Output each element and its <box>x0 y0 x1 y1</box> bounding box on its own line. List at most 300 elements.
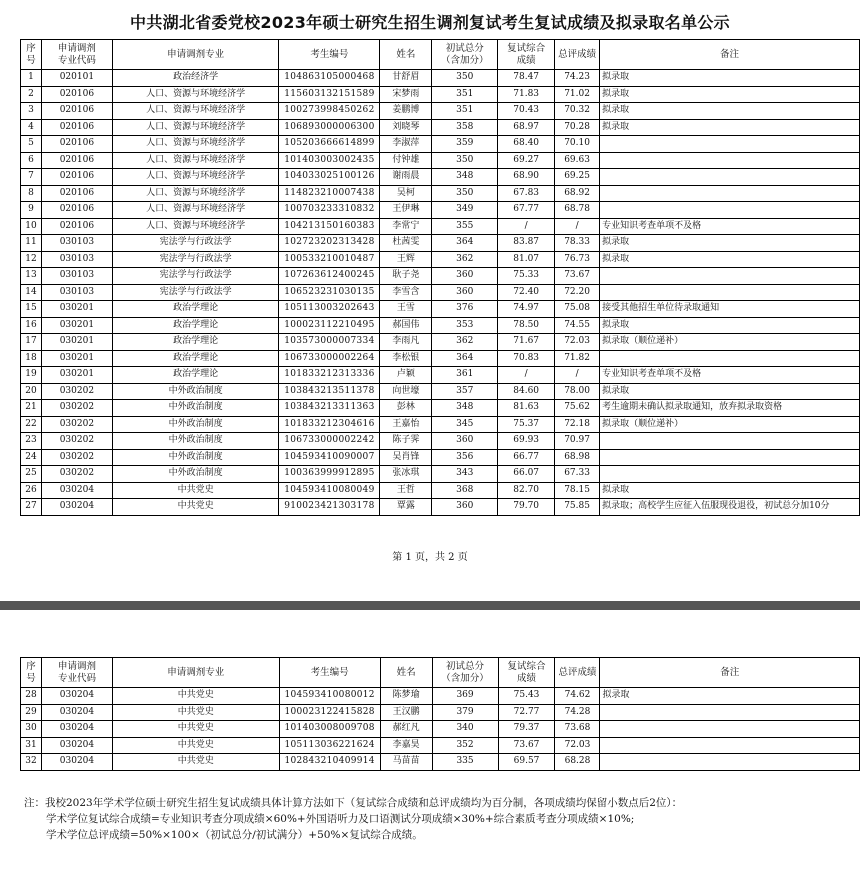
cell-seq: 22 <box>21 416 42 433</box>
cell-major: 政治学理论 <box>112 301 279 318</box>
cell-initial: 362 <box>432 334 498 351</box>
cell-remark: 拟录取 <box>600 103 860 120</box>
table-header-row <box>21 40 860 70</box>
table-row <box>21 218 860 235</box>
cell-code: 020106 <box>41 119 112 136</box>
cell-name: 李淑萍 <box>380 136 432 153</box>
table-row <box>21 152 860 169</box>
cell-remark: 专业知识考查单项不及格 <box>600 367 860 384</box>
cell-retest: 79.37 <box>498 721 555 738</box>
cell-retest: 66.07 <box>498 466 555 483</box>
cell-initial: 348 <box>432 400 498 417</box>
cell-retest: 82.70 <box>498 482 555 499</box>
cell-exam-no: 910023421303178 <box>279 499 380 516</box>
cell-total: / <box>555 367 600 384</box>
cell-code: 030204 <box>41 688 112 705</box>
cell-name: 陈子霁 <box>380 433 432 450</box>
page-divider <box>0 601 860 610</box>
cell-retest: 84.60 <box>498 383 555 400</box>
cell-major: 中共党史 <box>112 721 279 738</box>
cell-initial: 340 <box>432 721 498 738</box>
cell-exam-no: 106733000002264 <box>279 350 380 367</box>
cell-code: 020106 <box>41 152 112 169</box>
cell-seq: 11 <box>21 235 42 252</box>
cell-exam-no: 105203666614899 <box>279 136 380 153</box>
note-line: 学术学位复试综合成绩=专业知识考查分项成绩×60%+外国语听力及口语测试分项成绩×30%+综合素质考查分项成绩×10%; <box>46 813 635 825</box>
cell-name: 郝红凡 <box>380 721 432 738</box>
cell-exam-no: 101833212313336 <box>279 367 380 384</box>
cell-remark <box>600 202 860 219</box>
cell-major: 人口、资源与环境经济学 <box>112 119 279 136</box>
cell-code: 030204 <box>41 499 112 516</box>
table-row <box>21 737 860 754</box>
cell-total: / <box>555 218 600 235</box>
cell-name: 耿子尧 <box>380 268 432 285</box>
cell-initial: 368 <box>432 482 498 499</box>
cell-initial: 357 <box>432 383 498 400</box>
cell-initial: 350 <box>432 70 498 87</box>
cell-remark <box>600 350 860 367</box>
table-row <box>21 499 860 516</box>
cell-initial: 350 <box>432 185 498 202</box>
cell-seq: 20 <box>21 383 42 400</box>
cell-code: 030204 <box>41 754 112 771</box>
cell-remark: 拟录取 <box>600 251 860 268</box>
cell-remark: 拟录取 <box>600 86 860 103</box>
table-row <box>21 284 860 301</box>
cell-retest: 81.07 <box>498 251 555 268</box>
cell-seq: 28 <box>21 688 42 705</box>
cell-total: 68.98 <box>555 449 600 466</box>
table-row <box>21 268 860 285</box>
cell-remark <box>600 185 860 202</box>
cell-name: 覃露 <box>380 499 432 516</box>
cell-seq: 12 <box>21 251 42 268</box>
cell-remark <box>600 466 860 483</box>
cell-seq: 30 <box>21 721 42 738</box>
cell-initial: 356 <box>432 449 498 466</box>
header-code: 申请调剂 专业代码 <box>41 658 112 688</box>
cell-name: 王嘉怡 <box>380 416 432 433</box>
cell-exam-no: 106893000006300 <box>279 119 380 136</box>
cell-retest: 70.43 <box>498 103 555 120</box>
cell-name: 向世壕 <box>380 383 432 400</box>
cell-exam-no: 105113036221624 <box>279 737 380 754</box>
cell-remark <box>600 136 860 153</box>
header-initial: 初试总分 （含加分） <box>432 40 498 70</box>
cell-exam-no: 100703233310832 <box>279 202 380 219</box>
cell-seq: 17 <box>21 334 42 351</box>
cell-code: 020106 <box>41 202 112 219</box>
cell-name: 甘舒眉 <box>380 70 432 87</box>
cell-retest: 79.70 <box>498 499 555 516</box>
cell-total: 68.28 <box>555 754 600 771</box>
cell-remark <box>600 754 860 771</box>
cell-exam-no: 104593410090007 <box>279 449 380 466</box>
cell-exam-no: 100023112210495 <box>279 317 380 334</box>
cell-exam-no: 104033025100126 <box>279 169 380 186</box>
cell-code: 030204 <box>41 721 112 738</box>
cell-retest: 67.77 <box>498 202 555 219</box>
cell-remark: 拟录取 <box>600 383 860 400</box>
cell-exam-no: 115603132151589 <box>279 86 380 103</box>
cell-code: 030204 <box>41 737 112 754</box>
cell-major: 人口、资源与环境经济学 <box>112 86 279 103</box>
cell-remark <box>600 737 860 754</box>
cell-initial: 359 <box>432 136 498 153</box>
calculation-notes <box>24 795 854 843</box>
cell-code: 020106 <box>41 136 112 153</box>
cell-total: 74.62 <box>555 688 600 705</box>
header-name: 姓名 <box>380 40 432 70</box>
cell-initial: 362 <box>432 251 498 268</box>
cell-exam-no: 104593410080049 <box>279 482 380 499</box>
cell-remark: 拟录取 <box>600 317 860 334</box>
cell-retest: 67.83 <box>498 185 555 202</box>
cell-seq: 26 <box>21 482 42 499</box>
cell-code: 020106 <box>41 169 112 186</box>
cell-seq: 7 <box>21 169 42 186</box>
cell-total: 70.28 <box>555 119 600 136</box>
cell-name: 郝国伟 <box>380 317 432 334</box>
cell-name: 马苗苗 <box>380 754 432 771</box>
cell-exam-no: 104863105000468 <box>279 70 380 87</box>
cell-code: 030202 <box>41 449 112 466</box>
cell-major: 人口、资源与环境经济学 <box>112 136 279 153</box>
cell-total: 72.03 <box>555 334 600 351</box>
cell-remark <box>600 704 860 721</box>
cell-seq: 18 <box>21 350 42 367</box>
cell-seq: 14 <box>21 284 42 301</box>
cell-initial: 345 <box>432 416 498 433</box>
cell-total: 72.18 <box>555 416 600 433</box>
cell-major: 政治学理论 <box>112 334 279 351</box>
cell-major: 中外政治制度 <box>112 383 279 400</box>
table-row <box>21 721 860 738</box>
cell-major: 宪法学与行政法学 <box>112 235 279 252</box>
cell-retest: 75.37 <box>498 416 555 433</box>
cell-initial: 351 <box>432 103 498 120</box>
cell-exam-no: 106523231030135 <box>279 284 380 301</box>
cell-seq: 25 <box>21 466 42 483</box>
cell-seq: 27 <box>21 499 42 516</box>
cell-major: 中外政治制度 <box>112 416 279 433</box>
cell-seq: 6 <box>21 152 42 169</box>
cell-name: 李常宁 <box>380 218 432 235</box>
page-number: 第 1 页，共 2 页 <box>392 552 468 563</box>
cell-major: 中共党史 <box>112 482 279 499</box>
table-row <box>21 449 860 466</box>
table-row <box>21 433 860 450</box>
cell-total: 68.92 <box>555 185 600 202</box>
cell-remark <box>600 721 860 738</box>
cell-total: 78.15 <box>555 482 600 499</box>
cell-retest: 78.50 <box>498 317 555 334</box>
cell-seq: 21 <box>21 400 42 417</box>
header-retest: 复试综合 成绩 <box>498 658 555 688</box>
cell-exam-no: 107263612400245 <box>279 268 380 285</box>
cell-name: 刘晓琴 <box>380 119 432 136</box>
cell-initial: 360 <box>432 268 498 285</box>
cell-code: 030204 <box>41 704 112 721</box>
cell-major: 人口、资源与环境经济学 <box>112 202 279 219</box>
page-title: 中共湖北省委党校2023年硕士研究生招生调剂复试考生复试成绩及拟录取名单公示 <box>130 13 730 32</box>
cell-name: 王辉 <box>380 251 432 268</box>
cell-remark: 拟录取 <box>600 235 860 252</box>
cell-total: 74.23 <box>555 70 600 87</box>
header-retest: 复试综合 成绩 <box>498 40 555 70</box>
cell-retest: 72.77 <box>498 704 555 721</box>
cell-name: 李雪含 <box>380 284 432 301</box>
cell-major: 政治学理论 <box>112 317 279 334</box>
table-row <box>21 169 860 186</box>
cell-exam-no: 114823210007438 <box>279 185 380 202</box>
cell-retest: 72.40 <box>498 284 555 301</box>
cell-retest: 81.63 <box>498 400 555 417</box>
cell-major: 中外政治制度 <box>112 400 279 417</box>
cell-code: 030103 <box>41 235 112 252</box>
cell-total: 69.63 <box>555 152 600 169</box>
cell-name: 陈梦瑜 <box>380 688 432 705</box>
cell-major: 中共党史 <box>112 737 279 754</box>
table-body-page-2 <box>21 688 860 771</box>
cell-major: 宪法学与行政法学 <box>112 268 279 285</box>
cell-initial: 348 <box>432 169 498 186</box>
cell-total: 78.00 <box>555 383 600 400</box>
cell-name: 李雨凡 <box>380 334 432 351</box>
cell-major: 人口、资源与环境经济学 <box>112 185 279 202</box>
cell-retest: 68.97 <box>498 119 555 136</box>
header-major: 申请调剂专业 <box>112 40 279 70</box>
cell-code: 020106 <box>41 218 112 235</box>
cell-seq: 9 <box>21 202 42 219</box>
table-row <box>21 235 860 252</box>
cell-seq: 15 <box>21 301 42 318</box>
cell-major: 中共党史 <box>112 754 279 771</box>
cell-name: 宋梦雨 <box>380 86 432 103</box>
table-row <box>21 202 860 219</box>
cell-total: 68.78 <box>555 202 600 219</box>
header-total: 总评成绩 <box>555 40 600 70</box>
table-row <box>21 416 860 433</box>
table-row <box>21 704 860 721</box>
cell-major: 中外政治制度 <box>112 466 279 483</box>
cell-name: 李松银 <box>380 350 432 367</box>
cell-seq: 32 <box>21 754 42 771</box>
cell-total: 76.73 <box>555 251 600 268</box>
cell-exam-no: 106733000002242 <box>279 433 380 450</box>
table-row <box>21 466 860 483</box>
cell-major: 中共党史 <box>112 499 279 516</box>
table-row <box>21 136 860 153</box>
cell-retest: 74.97 <box>498 301 555 318</box>
cell-initial: 343 <box>432 466 498 483</box>
cell-exam-no: 103843213311363 <box>279 400 380 417</box>
cell-retest: 78.47 <box>498 70 555 87</box>
cell-code: 030201 <box>41 301 112 318</box>
cell-name: 姜鹏博 <box>380 103 432 120</box>
cell-exam-no: 100273998450262 <box>279 103 380 120</box>
cell-code: 030202 <box>41 400 112 417</box>
table-row <box>21 103 860 120</box>
cell-retest: 69.27 <box>498 152 555 169</box>
cell-major: 宪法学与行政法学 <box>112 284 279 301</box>
cell-initial: 351 <box>432 86 498 103</box>
table-row <box>21 482 860 499</box>
cell-name: 王伊琳 <box>380 202 432 219</box>
cell-remark: 拟录取 <box>600 70 860 87</box>
header-initial: 初试总分 （含加分） <box>432 658 498 688</box>
note-line: 注：我校2023年学术学位硕士研究生招生复试成绩具体计算方法如下（复试综合成绩和总评成绩均为百分制，各项成绩均保留小数点后2位）： <box>24 797 683 809</box>
cell-retest: 68.90 <box>498 169 555 186</box>
cell-initial: 364 <box>432 235 498 252</box>
table-row <box>21 400 860 417</box>
cell-name: 付钟雄 <box>380 152 432 169</box>
header-remark: 备注 <box>600 658 860 688</box>
cell-total: 72.20 <box>555 284 600 301</box>
header-major: 申请调剂专业 <box>112 658 279 688</box>
note-line: 学术学位总评成绩=50%×100×（初试总分/初试满分）+50%×复试综合成绩。 <box>46 829 423 841</box>
table-header-row <box>21 658 860 688</box>
cell-exam-no: 104593410080012 <box>279 688 380 705</box>
header-exam-no: 考生编号 <box>279 658 380 688</box>
table-row <box>21 70 860 87</box>
cell-total: 70.10 <box>555 136 600 153</box>
cell-code: 030103 <box>41 251 112 268</box>
table-row <box>21 688 860 705</box>
cell-exam-no: 101833212304616 <box>279 416 380 433</box>
cell-seq: 3 <box>21 103 42 120</box>
cell-seq: 1 <box>21 70 42 87</box>
cell-code: 030202 <box>41 416 112 433</box>
cell-name: 王雪 <box>380 301 432 318</box>
cell-name: 卢颖 <box>380 367 432 384</box>
cell-total: 75.62 <box>555 400 600 417</box>
cell-remark <box>600 449 860 466</box>
cell-remark: 拟录取（顺位递补） <box>600 334 860 351</box>
cell-exam-no: 103573000007334 <box>279 334 380 351</box>
cell-name: 李嘉昊 <box>380 737 432 754</box>
cell-remark <box>600 433 860 450</box>
header-total: 总评成绩 <box>555 658 600 688</box>
cell-major: 人口、资源与环境经济学 <box>112 152 279 169</box>
cell-retest: / <box>498 218 555 235</box>
cell-retest: 75.43 <box>498 688 555 705</box>
header-seq: 序 号 <box>21 658 42 688</box>
cell-major: 中共党史 <box>112 688 279 705</box>
cell-total: 74.55 <box>555 317 600 334</box>
cell-remark <box>600 268 860 285</box>
header-seq: 序 号 <box>21 40 42 70</box>
cell-seq: 31 <box>21 737 42 754</box>
cell-major: 宪法学与行政法学 <box>112 251 279 268</box>
cell-code: 030204 <box>41 482 112 499</box>
cell-seq: 19 <box>21 367 42 384</box>
cell-major: 人口、资源与环境经济学 <box>112 218 279 235</box>
cell-initial: 361 <box>432 367 498 384</box>
cell-code: 020106 <box>41 86 112 103</box>
cell-exam-no: 102723202313428 <box>279 235 380 252</box>
cell-name: 吴柯 <box>380 185 432 202</box>
cell-seq: 16 <box>21 317 42 334</box>
cell-retest: 75.33 <box>498 268 555 285</box>
cell-exam-no: 102843210409914 <box>279 754 380 771</box>
cell-name: 王哲 <box>380 482 432 499</box>
cell-remark <box>600 284 860 301</box>
cell-initial: 360 <box>432 499 498 516</box>
cell-seq: 23 <box>21 433 42 450</box>
table-row <box>21 367 860 384</box>
cell-code: 030202 <box>41 383 112 400</box>
cell-remark: 考生逾期未确认拟录取通知，放弃拟录取资格 <box>600 400 860 417</box>
cell-exam-no: 101403003002435 <box>279 152 380 169</box>
cell-code: 030201 <box>41 367 112 384</box>
cell-initial: 335 <box>432 754 498 771</box>
table-row <box>21 119 860 136</box>
table-row <box>21 301 860 318</box>
cell-seq: 13 <box>21 268 42 285</box>
cell-retest: 69.93 <box>498 433 555 450</box>
cell-exam-no: 100363999912895 <box>279 466 380 483</box>
cell-retest: 69.57 <box>498 754 555 771</box>
cell-initial: 349 <box>432 202 498 219</box>
cell-total: 73.67 <box>555 268 600 285</box>
cell-initial: 360 <box>432 433 498 450</box>
cell-exam-no: 100023122415828 <box>279 704 380 721</box>
cell-exam-no: 104213150160383 <box>279 218 380 235</box>
header-exam-no: 考生编号 <box>279 40 380 70</box>
cell-initial: 350 <box>432 152 498 169</box>
cell-remark: 拟录取 <box>600 119 860 136</box>
cell-remark: 拟录取（顺位递补） <box>600 416 860 433</box>
cell-code: 030201 <box>41 334 112 351</box>
cell-seq: 24 <box>21 449 42 466</box>
cell-name: 彭林 <box>380 400 432 417</box>
cell-remark: 拟录取；高校学生应征入伍服现役退役，初试总分加10分 <box>600 499 860 516</box>
cell-retest: 71.83 <box>498 86 555 103</box>
cell-total: 71.02 <box>555 86 600 103</box>
table-row <box>21 350 860 367</box>
cell-exam-no: 100533210010487 <box>279 251 380 268</box>
cell-name: 张冰琪 <box>380 466 432 483</box>
cell-retest: 66.77 <box>498 449 555 466</box>
cell-initial: 352 <box>432 737 498 754</box>
cell-exam-no: 101403008009708 <box>279 721 380 738</box>
cell-initial: 355 <box>432 218 498 235</box>
cell-total: 69.25 <box>555 169 600 186</box>
cell-remark: 专业知识考查单项不及格 <box>600 218 860 235</box>
cell-code: 030103 <box>41 268 112 285</box>
cell-major: 中共党史 <box>112 704 279 721</box>
table-row <box>21 754 860 771</box>
cell-remark <box>600 169 860 186</box>
cell-retest: 71.67 <box>498 334 555 351</box>
cell-remark <box>600 152 860 169</box>
cell-major: 中外政治制度 <box>112 449 279 466</box>
table-row <box>21 334 860 351</box>
cell-exam-no: 103843213511378 <box>279 383 380 400</box>
score-table-page-2 <box>20 657 860 771</box>
cell-major: 政治经济学 <box>112 70 279 87</box>
cell-code: 020106 <box>41 185 112 202</box>
cell-code: 030202 <box>41 433 112 450</box>
table-body-page-1 <box>21 70 860 516</box>
score-table-page-1 <box>20 39 860 516</box>
cell-total: 67.33 <box>555 466 600 483</box>
cell-initial: 376 <box>432 301 498 318</box>
cell-exam-no: 105113003202643 <box>279 301 380 318</box>
cell-total: 74.28 <box>555 704 600 721</box>
